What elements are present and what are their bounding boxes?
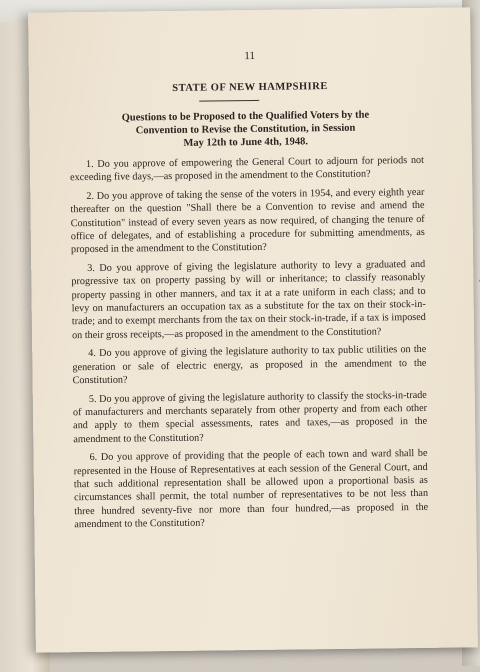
question-4: 4. Do you approve of giving the legislature authority to tax public utilities on the generation or sale of electric energy, as proposed in the amendment to the Constitution? [72,344,427,387]
subtitle-line: May 12th to June 4th, 1948. [183,136,309,149]
question-3: 3. Do you approve of giving the legislature authority to levy a graduated and progressive tax on property passing by will or inheritance; to classify reasonably property passing in other manners, and tax it at a rate uniform in each class; and to levy on manufacturers an occupation tax as a substitute for the tax on their stock-in-trade; and to exempt merchants from the tax on their stock-in-trade, if a tax is imposed on their gross receipts,—as proposed in the amendment to the Constitution? [71,258,426,342]
page-number: 11 [244,49,256,63]
question-1: 1. Do you approve of empowering the General Court to adjourn for periods not exceeding five days,—as proposed in the amendment to the Constitution? [70,154,425,184]
subtitle-line: Questions to be Proposed to the Qualified Voters by the [121,109,370,124]
question-5: 5. Do you approve of giving the legislature authority to classify the stocks-in-trade of manufacturers and merchants separately from other property and from each other and apply to them special assessments, rates and taxes,—as proposed in the amendment to the Constitution? [72,389,428,445]
document-page [28,7,478,652]
questions-list [70,154,429,537]
question-2: 2. Do you approve of taking the sense of the voters in 1954, and every eighth year thereafter on the question "Shall there be a Convention to revise and amend the Constitution" instead of every seven years as now required, of changing the tenure of office of delegates, and of establishing a procedure for submitting amendments, as proposed in the amendment to the Constitution? [70,186,425,256]
subtitle-line: Convention to Revise the Constitution, in Session [135,122,356,137]
state-title: STATE OF NEW HAMPSHIRE [172,81,328,94]
question-6: 6. Do you approve of providing that the people of each town and ward shall be represented in the House of Representatives at each session of the General Court, and that such additional representation shall be allowed upon a proportional basis as circumstances shall permit, the total number of representatives to be not less than three hundred seventy-five nor more than four hundred,—as proposed in the amendment to the Constitution? [73,448,429,531]
document-subtitle [67,108,423,151]
title-divider [199,100,259,102]
